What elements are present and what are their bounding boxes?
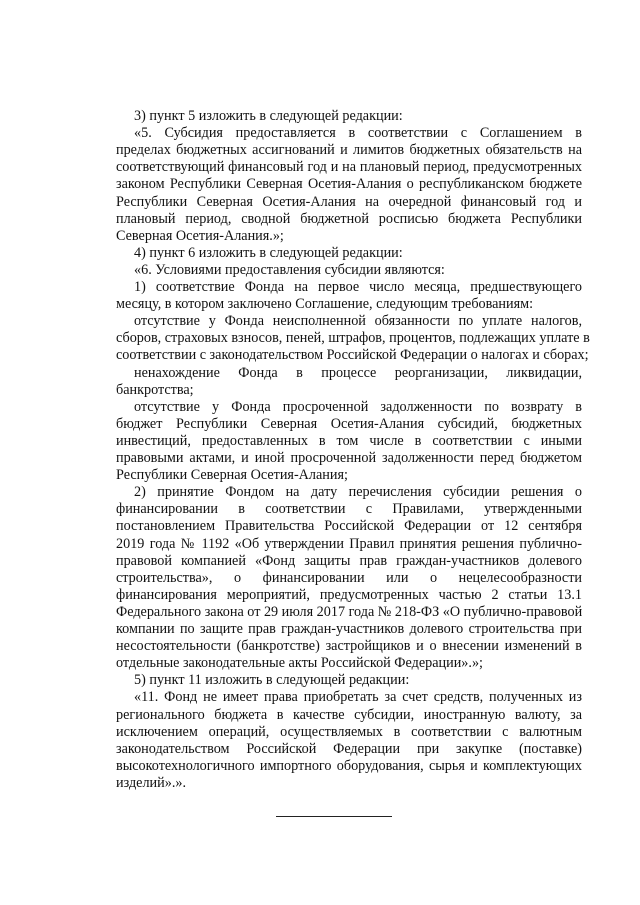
text-line: правовыми актами, и иной просроченной задолженности перед бюджетом: [116, 450, 582, 466]
text-line: отсутствие у Фонда просроченной задолженности по возврату в: [134, 398, 582, 415]
text-line: Республики Северная Осетия-Алания на очередной финансовый год и: [116, 193, 582, 210]
text-line: месяцу, в котором заключено Соглашение, следующим требованиям:: [116, 296, 534, 313]
text-line: строительства», о финансировании или о нецелесообразности: [116, 569, 582, 586]
text-line: 4) пункт 6 изложить в следующей редакции:: [134, 244, 403, 261]
text-line: бюджет Республики Северная Осетия-Алания субсидий, бюджетных: [116, 415, 582, 432]
text-line: «5. Субсидия предоставляется в соответствии с Соглашением в: [134, 125, 582, 142]
text-line: 2) принятие Фондом на дату перечисления субсидии решения о: [134, 484, 582, 501]
text-line: плановый период, сводной бюджетной росписью бюджета Республики: [116, 210, 582, 227]
text-line: соответствии с законодательством Российской Федерации о налогах и сборах;: [116, 347, 589, 364]
text-line: финансировании в соответствии с Правилами, утвержденными: [116, 501, 582, 518]
text-line: отсутствие у Фонда неисполненной обязанности по уплате налогов,: [134, 313, 582, 330]
text-line: несостоятельности (банкротстве) застройщиков и о внесении изменений в: [116, 638, 582, 655]
text-line: регионального бюджета в качестве субсидии, иностранную валюту, за: [116, 706, 582, 723]
text-line: Северная Осетия-Алания.»;: [116, 227, 284, 244]
text-line: Федерального закона от 29 июля 2017 года № 218-ФЗ «О публично-правовой: [116, 603, 583, 620]
text-line: 3) пункт 5 изложить в следующей редакции:: [134, 108, 403, 124]
text-line: 2019 года № 1192 «Об утверждении Правил принятия решения публично-: [116, 535, 582, 552]
text-line: банкротства;: [116, 381, 194, 398]
text-line: «11. Фонд не имеет права приобретать за счет средств, полученных из: [134, 689, 582, 706]
text-line: ненахождение Фонда в процессе реорганизации, ликвидации,: [134, 364, 582, 381]
text-line: 5) пункт 11 изложить в следующей редакции:: [134, 672, 410, 689]
text-line: законом Республики Северная Осетия-Алания о республиканском бюджете: [116, 176, 582, 193]
text-line: компании по защите прав граждан-участников долевого строительства при: [116, 621, 582, 637]
text-line: высокотехнологичного импортного оборудования, сырья и комплектующих: [116, 757, 582, 774]
text-line: инвестиций, предоставленных в том числе в соответствии с иными: [116, 432, 582, 449]
text-line: изделий».».: [116, 774, 187, 791]
text-line: исключением операций, осуществляемых в соответствии с валютным: [116, 723, 582, 740]
text-line: финансирования мероприятий, предусмотренных частью 2 статьи 13.1: [116, 586, 582, 603]
text-line: «6. Условиями предоставления субсидии являются:: [134, 261, 445, 278]
text-line: сборов, страховых взносов, пеней, штрафов, процентов, подлежащих уплате в: [116, 330, 590, 347]
text-line: законодательством Российской Федерации при закупке (поставке): [116, 740, 582, 757]
text-line: правовой компанией «Фонд защиты прав граждан-участников долевого: [116, 552, 582, 569]
text-line: соответствующий финансовый год и на плановый период, предусмотренных: [116, 159, 582, 176]
text-line: постановлением Правительства Российской Федерации от 12 сентября: [116, 518, 582, 535]
text-line: отдельные законодательные акты Российской Федерации».»;: [116, 655, 483, 672]
text-line: Республики Северная Осетия-Алания;: [116, 467, 348, 484]
text-line: 1) соответствие Фонда на первое число месяца, предшествующего: [134, 279, 582, 295]
text-line: пределах бюджетных ассигнований и лимитов бюджетных обязательств на: [116, 142, 582, 159]
end-rule: [276, 816, 392, 817]
